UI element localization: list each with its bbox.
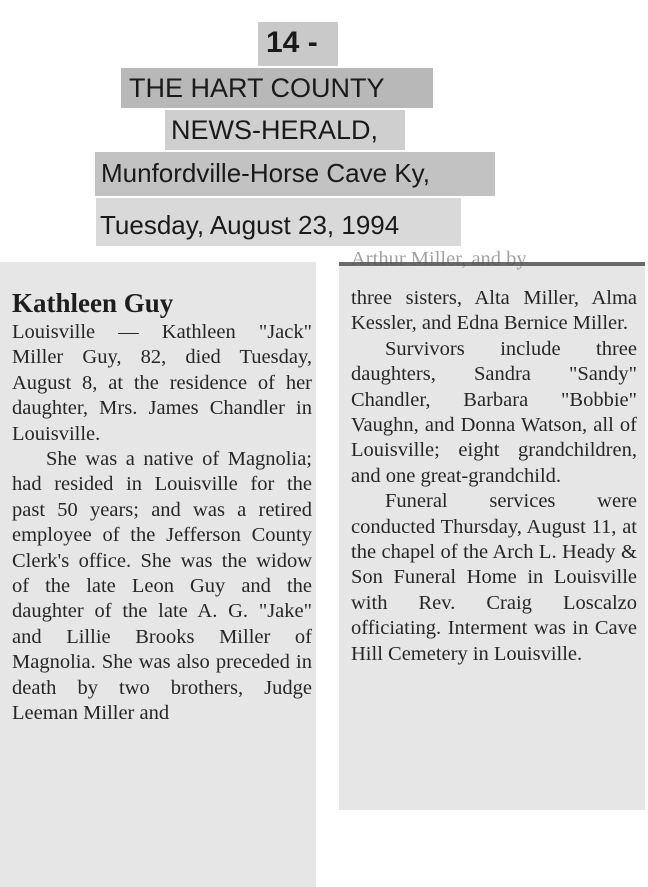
obituary-paragraph: three sisters, Alta Miller, Alma Kessler, and Edna Bernice Miller. (351, 287, 637, 335)
newspaper-name-line1: THE HART COUNTY (121, 68, 433, 108)
dateline-place: Munfordville-Horse Cave Ky, (95, 152, 495, 196)
obituary-headline: Kathleen Guy (12, 288, 174, 318)
obituary-paragraph: Funeral services were conducted Thursday, August 11, at the chapel of the Arch L. Heady & Son Funeral Home in Louisville with Rev. Craig Loscalzo officiating. Interment was in Cave Hill Cemetery in Louisville. (351, 490, 637, 665)
page-number: 14 - (258, 22, 338, 66)
cut-off-line: Arthur Miller, and by (351, 248, 527, 270)
obituary-column-right (339, 248, 645, 810)
dateline-date: Tuesday, August 23, 1994 (96, 198, 461, 246)
obituary-column-left (0, 262, 316, 887)
newspaper-name-line2: NEWS-HERALD, (165, 110, 405, 150)
obituary-paragraph: Louisville — Kathleen "Jack" Miller Guy, 82, died Tuesday, August 8, at the residence of her daughter, Mrs. James Chandler in Louisville. (12, 321, 312, 445)
obituary-paragraph: Survivors include three daughters, Sandra "Sandy" Chandler, Barbara "Bobbie" Vaughn, and Donna Watson, all of Louisville; eight grandchildren, and one great-grandchild. (351, 337, 637, 487)
obituary-paragraph: She was a native of Magnolia; had resided in Louisville for the past 50 years; and was a retired employee of the Jefferson County Clerk's office. She was the widow of the late Leon Guy and the daughter of the late A. G. "Jake" and Lillie Brooks Miller of Magnolia. She was also preceded in death by two brothers, Judge Leeman Miller and (12, 448, 312, 725)
